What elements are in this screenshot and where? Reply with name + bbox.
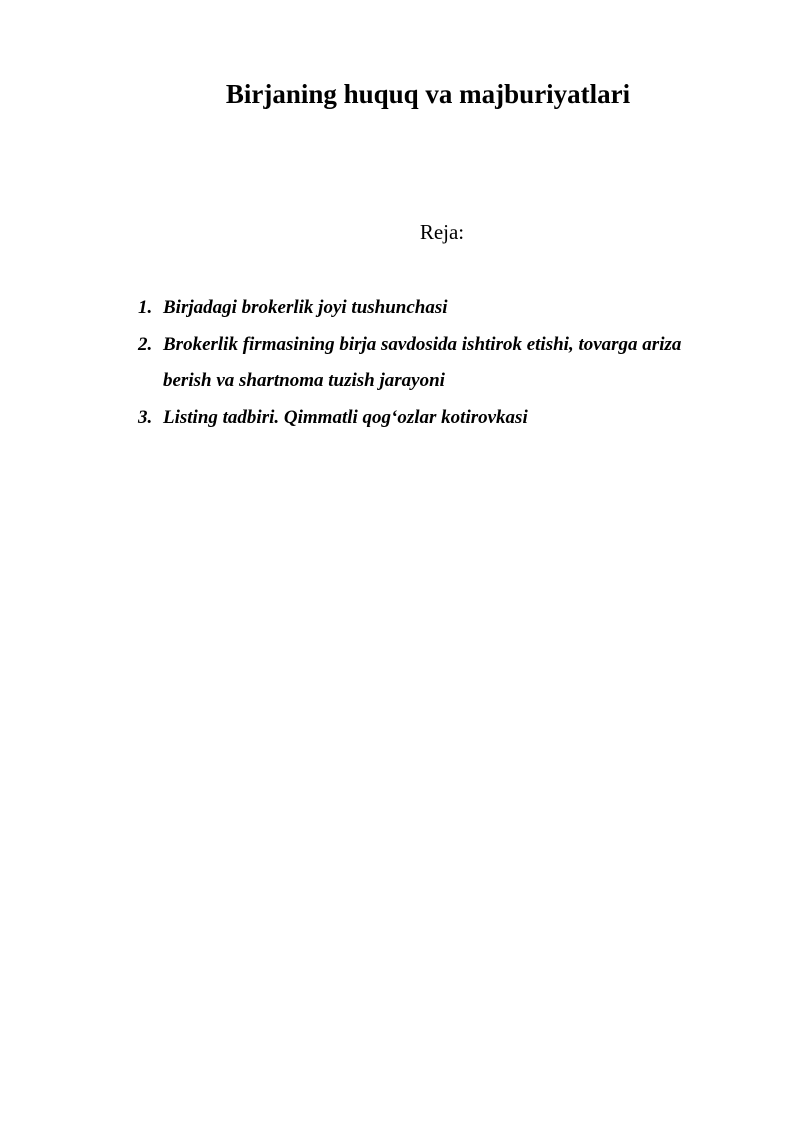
plan-item-3 [138, 400, 718, 437]
plan-heading: Reja: [419, 220, 465, 244]
plan-item-2 [138, 327, 718, 400]
plan-item-text: Brokerlik firmasining birja savdosida ishtirok etishi, tovarga ariza berish va shartnoma tuzish jarayoni [163, 333, 682, 391]
plan-item-number: 1. [138, 297, 153, 318]
document-title: Birjaning huquq va majburiyatlari [225, 79, 631, 109]
plan-item-1 [138, 290, 718, 327]
plan-item-text: Listing tadbiri. Qimmatli qog‘ozlar kotirovkasi [163, 406, 528, 428]
plan-list [138, 290, 718, 436]
plan-item-number: 3. [138, 406, 153, 428]
plan-item-text: Birjadagi brokerlik joyi tushunchasi [163, 297, 448, 318]
plan-item-number: 2. [138, 333, 153, 355]
